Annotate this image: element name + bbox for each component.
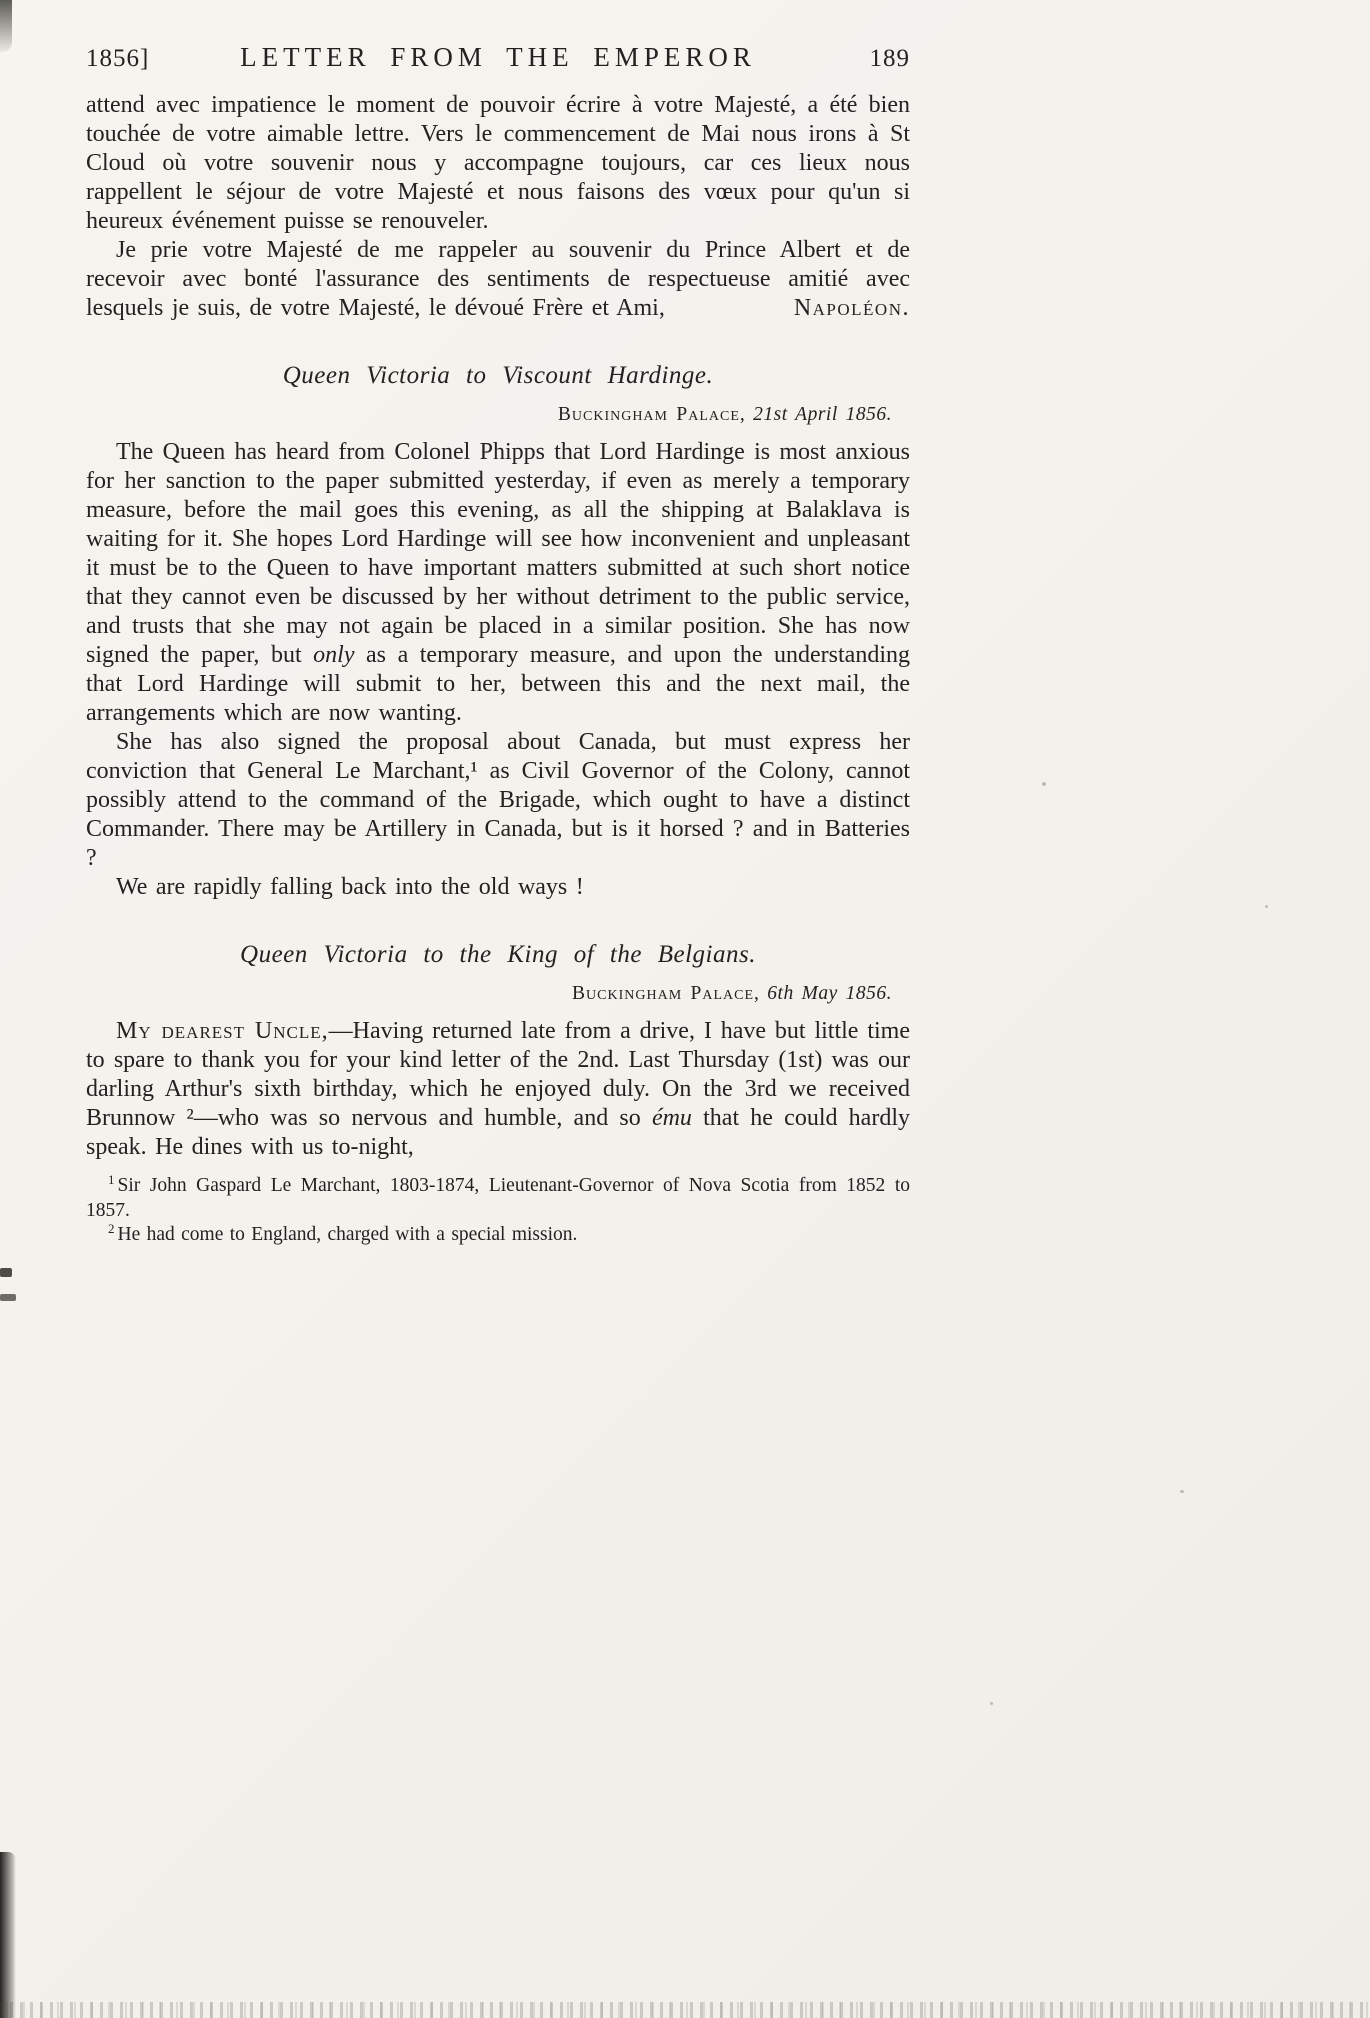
scan-speck [1042, 782, 1046, 786]
page-number: 189 [869, 45, 910, 72]
scan-artifact-left-dash [0, 1268, 12, 1277]
footnote-text: Sir John Gaspard Le Marchant, 1803-1874, Lieutenant-Governor of Nova Scotia from 1852 to 1857. [86, 1175, 910, 1221]
letter-heading-hardinge: Queen Victoria to Viscount Hardinge. [282, 362, 714, 389]
italic-word: only [313, 642, 355, 668]
scan-artifact-bottom-noise [0, 2002, 1370, 2018]
dateline-place: Buckingham Palace, [557, 404, 746, 425]
signature-napoleon: Napoléon. [793, 295, 910, 321]
text-column [86, 42, 910, 1248]
dateline-belgians [86, 979, 892, 1008]
footnote-2 [86, 1220, 910, 1248]
letter-heading-belgians: Queen Victoria to the King of the Belgians. [240, 941, 756, 968]
folio-year: 1856] [86, 45, 150, 72]
scan-artifact-left-streak [0, 1852, 16, 2018]
paragraph-text: that he could hardly speak. He dines with us to-night, [86, 1105, 910, 1160]
scan-speck [1180, 1490, 1184, 1493]
page-body [86, 91, 910, 1248]
paragraph-text: Je prie votre Majesté de me rappeler au souvenir du Prince Albert et de recevoir avec bonté l'assurance des sentiments de respectueuse amitié avec lesquels je suis, de votre Majesté, le dévoué Frère et Ami, [86, 237, 910, 321]
hardinge-paragraph-2: She has also signed the proposal about Canada, but must express her conviction that General Le Marchant,¹ as Civil Governor of the Colony, cannot possibly attend to the command of the Brigade, which ought to have a distinct Commander. There may be Artillery in Canada, but is it horsed ? and in Batteries ? [86, 729, 910, 871]
footnotes [86, 1171, 910, 1248]
running-title: LETTER FROM THE EMPEROR [240, 42, 756, 72]
hardinge-paragraph-3: We are rapidly falling back into the old ways ! [116, 874, 584, 900]
belgians-paragraph-1 [86, 1017, 910, 1162]
paragraph-text: —Having returned late from a drive, I have but little time to spare to thank you for your kind letter of the 2nd. Last Thursday (1st) was our darling Arthur's sixth birthday, which he enjoyed duly. On the 3rd we received Brunnow ²—who was so nervous and humble, and so [86, 1018, 910, 1131]
scan-artifact-top-left [0, 0, 12, 52]
footnote-marker: 1 [108, 1171, 115, 1187]
footnote-text: He had come to England, charged with a special mission. [117, 1224, 578, 1245]
dateline-date: 6th May 1856. [767, 983, 892, 1004]
scan-artifact-left-dash [0, 1294, 16, 1301]
footnote-1 [86, 1171, 910, 1223]
salutation: My dearest Uncle, [116, 1018, 329, 1044]
french-letter-paragraph-2 [86, 236, 910, 323]
paragraph-text: The Queen has heard from Colonel Phipps that Lord Hardinge is most anxious for her sanction to the paper submitted yesterday, if even as merely a temporary measure, before the mail goes this evening, as all the shipping at Balaklava is waiting for it. She hopes Lord Hardinge will see how inconvenient and unpleasant it must be to the Queen to have important matters submitted at such short notice that they cannot even be discussed by her without detriment to the public service, and trusts that she may not again be placed in a similar position. She has now signed the paper, but [86, 439, 910, 668]
hardinge-paragraph-1 [86, 438, 910, 728]
dateline-hardinge [86, 400, 892, 429]
scan-speck [1265, 905, 1268, 908]
scan-speck [990, 1702, 993, 1705]
running-head [86, 42, 910, 73]
french-letter-paragraph-1: attend avec impatience le moment de pouvoir écrire à votre Majesté, a été bien touchée de votre aimable lettre. Vers le commencement de Mai nous irons à St Cloud où votre souvenir nous y accompagne toujours, car ces lieux nous rappellent le séjour de votre Majesté et nous faisons des vœux pour qu'un si heureux événement puisse se renouveler. [86, 92, 910, 234]
footnote-marker: 2 [108, 1220, 115, 1236]
dateline-place: Buckingham Palace, [572, 983, 760, 1004]
dateline-date: 21st April 1856. [753, 404, 892, 425]
italic-word: ému [651, 1105, 692, 1131]
paragraph-text: as a temporary measure, and upon the understanding that Lord Hardinge will submit to her, between this and the next mail, the arrangements which are now wanting. [86, 642, 910, 726]
